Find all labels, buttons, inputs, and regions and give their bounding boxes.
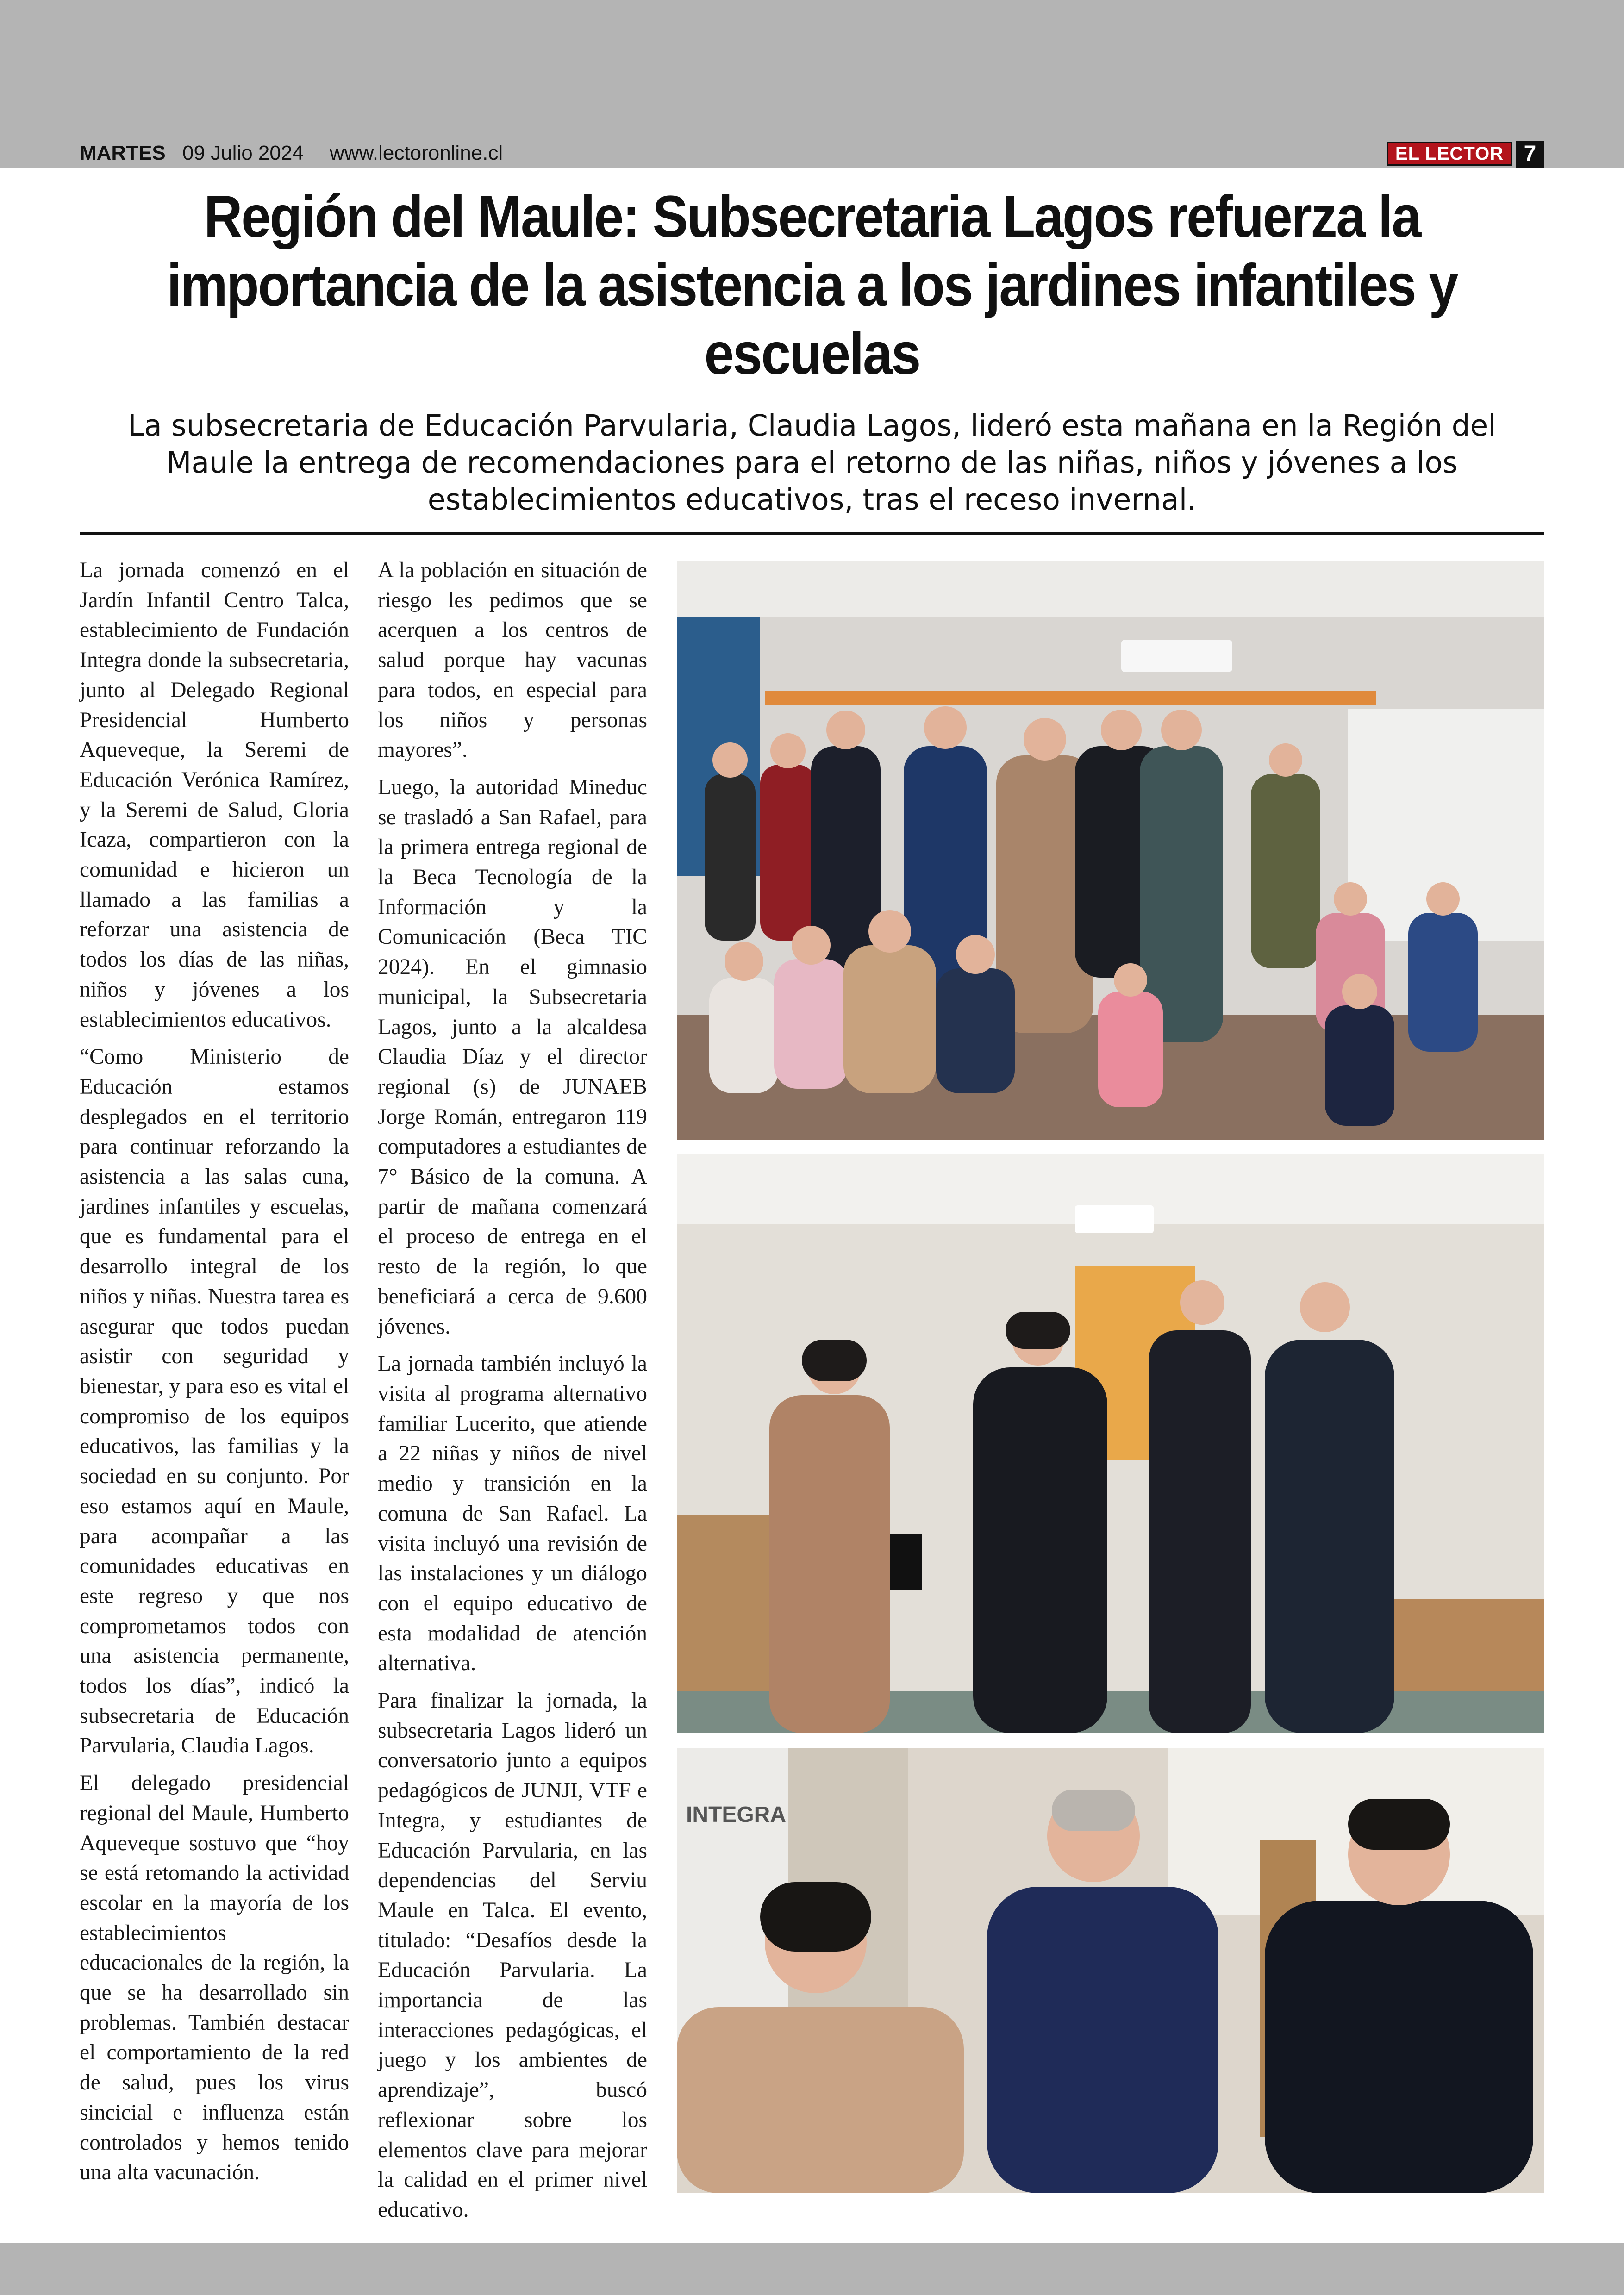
newspaper-logo: EL LECTOR xyxy=(1387,142,1512,166)
paragraph: A la población en situación de riesgo les pedimos que se acerquen a los centros de salud porque hay vacunas para todos, en especial para los niños y personas mayores”. xyxy=(378,558,647,762)
article-column-2 xyxy=(378,555,647,2233)
page-number: 7 xyxy=(1516,141,1544,168)
photo-classroom-group xyxy=(677,561,1544,1140)
paragraph: La jornada también incluyó la visita al programa alternativo familiar Lucerito, que atiende a 22 niñas y niños de nivel medio y transición en la comuna de San Rafael. La visita incluyó una revisión de las instalaciones y un diálogo con el equipo educativo de esta modalidad de atención alternativa. xyxy=(378,1352,647,1676)
paragraph: El delegado presidencial regional del Maule, Humberto Aqueveque sostuvo que “hoy se está retomando la actividad escolar en la mayoría de los establecimientos educacionales de la región, la que se ha desarrollado sin problemas. También destacar el comportamiento de la red de salud, pues los virus sincicial e influenza están controlados y hemos tenido una alta vacunación. xyxy=(80,1771,349,2185)
headline-divider xyxy=(80,532,1544,535)
photo-officials-classroom xyxy=(677,1154,1544,1733)
paragraph: Luego, la autoridad Mineduc se trasladó a San Rafael, para la primera entrega regional de la Beca Tecnología de la Información y la Comunicación (Beca TIC 2024). En el gimnasio municipal, la Subsecretaria Lagos, junto a la alcaldesa Claudia Díaz y el director regional (s) de JUNAEB Jorge Román, entregaron 119 computadores a estudiantes de 7° Básico de la comuna. A partir de mañana comenzará el proceso de entrega en el resto de la región, lo que beneficiará a cerca de 9.600 jóvenes. xyxy=(378,775,647,1339)
header-website[interactable]: www.lectoronline.cl xyxy=(330,142,503,164)
photo-conversation xyxy=(677,1748,1544,2193)
article-headline: Región del Maule: Subsecretaria Lagos refuerza la importancia de la asistencia a los jardines infantiles y escuelas xyxy=(167,184,1457,387)
header-day: MARTES xyxy=(80,142,166,164)
article-column-1 xyxy=(80,555,349,2195)
bottom-gray-band xyxy=(0,2243,1624,2295)
paragraph: “Como Ministerio de Educación estamos desplegados en el territorio para continuar reforzando la asistencia a las salas cuna, jardines infantiles y escuelas, que es fundamental para el desarrollo integral de los niños y niñas. Nuestra tarea es asegurar que todos puedan asistir con seguridad y bienestar, y para eso es vital el compromiso de los equipos educativos, las familias y la sociedad en su conjunto. Por eso estamos aquí en Maule, para acompañar a las comunidades educativas en este regreso y que nos comprometamos todos con una asistencia permanente, todos los días”, indicó la subsecretaria de Educación Parvularia, Claudia Lagos. xyxy=(80,1045,349,1758)
paragraph: La jornada comenzó en el Jardín Infantil Centro Talca, establecimiento de Fundación Integra donde la subsecretaria, junto al Delegado Regional Presidencial Humberto Aqueveque, la Seremi de Educación Verónica Ramírez, y la Seremi de Salud, Gloria Icaza, compartieron con la comunidad e hicieron un llamado a las familias a reforzar una asistencia de todos los días de las niñas, niños y jóvenes a los establecimientos educativos. xyxy=(80,558,349,1032)
paragraph: Para finalizar la jornada, la subsecretaria Lagos lideró un conversatorio junto a equipos pedagógicos de JUNJI, VTF e Integra, y estudiantes de Educación Parvularia, en las dependencias del Serviu Maule en Talca. El evento, titulado: “Desafíos desde la Educación Parvularia. La importancia de las interacciones pedagógicas, el juego y los ambientes de aprendizaje”, buscó reflexionar sobre los elementos clave para mejorar la calidad en el primer nivel educativo. xyxy=(378,1689,647,2222)
article-lead: La subsecretaria de Educación Parvularia, Claudia Lagos, lideró esta mañana en la Región del Maule la entrega de recomendaciones para el retorno de las niñas, niños y jóvenes a los establecimientos educativos, tras el receso invernal. xyxy=(128,409,1496,517)
integra-sign-text: INTEGRA xyxy=(686,1802,786,1827)
header-date: 09 Julio 2024 xyxy=(182,142,304,164)
page-header xyxy=(80,139,1544,168)
